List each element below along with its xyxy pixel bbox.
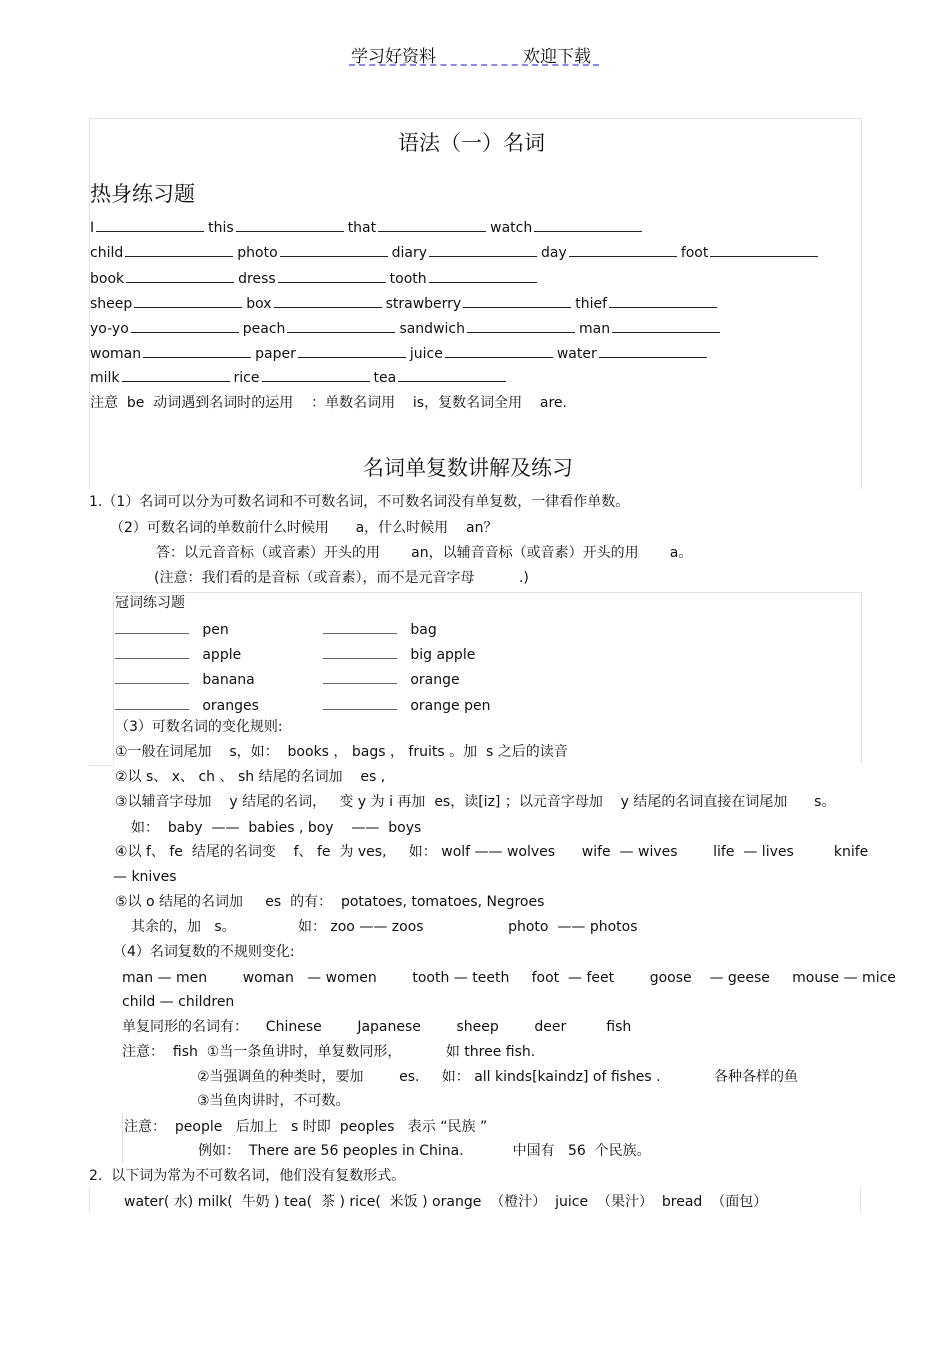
fill-blank[interactable] <box>115 644 189 659</box>
fill-blank[interactable] <box>429 244 537 257</box>
fill-blank[interactable] <box>467 320 575 333</box>
article-item <box>323 619 437 639</box>
warmup-word: child <box>90 245 124 261</box>
fill-blank[interactable] <box>96 219 204 232</box>
fill-blank[interactable] <box>287 320 395 333</box>
irregular-line: child — children <box>122 994 235 1010</box>
article-word: big apple <box>397 647 476 663</box>
warmup-word: foot <box>680 245 709 261</box>
fill-blank[interactable] <box>125 244 233 257</box>
article-item <box>323 669 460 689</box>
fill-blank[interactable] <box>612 320 720 333</box>
page-title: 语法（一）名词 <box>398 131 545 155</box>
rule-line: ③以辅音字母加 y 结尾的名词， 变 y 为 i 再加 es，读[iz] ；以元音字母加 y 结尾的名词直接在词尾加 s。 <box>115 794 836 810</box>
fill-blank[interactable] <box>126 270 234 283</box>
fill-blank[interactable] <box>236 219 344 232</box>
fill-blank[interactable] <box>534 219 642 232</box>
fill-blank[interactable] <box>131 320 239 333</box>
rule-line: — knives <box>113 869 177 885</box>
warmup-word: that <box>347 220 377 236</box>
article-heading: 冠词练习题 <box>115 595 185 611</box>
p1-line: 1.（1）名词可以分为可数名词和不可数名词，不可数名词没有单复数，一律看作单数。 <box>89 494 630 510</box>
rule-line: ⑤以 o 结尾的名词加 es 的有： potatoes, tomatoes, Negroes <box>115 894 545 910</box>
article-item <box>115 695 259 715</box>
fill-blank[interactable] <box>323 695 397 710</box>
warmup-word: strawberry <box>385 296 462 312</box>
section-title: 名词单复数讲解及练习 <box>363 456 573 480</box>
p1-line: 答：以元音音标（或音素）开头的用 an，以辅音音标（或音素）开头的用 a。 <box>156 545 693 561</box>
warmup-word: yo-yo <box>90 321 129 337</box>
rule-line: 如： baby —— babies , boy —— boys <box>131 820 422 836</box>
irregular-line: ③当鱼肉讲时，不可数。 <box>197 1093 350 1109</box>
article-word: orange <box>397 672 460 688</box>
article-item <box>115 669 255 689</box>
fill-blank[interactable] <box>298 345 406 358</box>
fill-blank[interactable] <box>599 345 707 358</box>
warmup-word: peach <box>242 321 286 337</box>
divider <box>860 1187 861 1213</box>
warmup-row <box>90 270 541 288</box>
fill-blank[interactable] <box>378 219 486 232</box>
fill-blank[interactable] <box>323 619 397 634</box>
article-word: oranges <box>189 698 259 714</box>
rules-heading: （3）可数名词的变化规则: <box>115 719 283 735</box>
rule-line: ①一般在词尾加 s，如： books ， bags ， fruits 。加 s 之后的读音 <box>115 744 568 760</box>
warmup-row <box>90 244 822 262</box>
warmup-word: tooth <box>389 271 427 287</box>
warmup-word: sandwich <box>399 321 465 337</box>
article-word: banana <box>189 672 255 688</box>
fill-blank[interactable] <box>569 244 677 257</box>
warmup-word: juice <box>409 346 443 362</box>
fill-blank[interactable] <box>115 619 189 634</box>
p2-line: water( 水) milk( 牛奶 ) tea( 茶 ) rice( 米饭 ) orange （橙汁） juice （果汁） bread （面包） <box>124 1194 768 1210</box>
warmup-word: diary <box>391 245 428 261</box>
fill-blank[interactable] <box>115 695 189 710</box>
fill-blank[interactable] <box>445 345 553 358</box>
warmup-word: sheep <box>90 296 133 312</box>
warmup-row <box>90 295 721 313</box>
article-word: orange pen <box>397 698 491 714</box>
article-word: bag <box>397 622 437 638</box>
fill-blank[interactable] <box>710 244 818 257</box>
warmup-note: 注意 be 动词遇到名词时的运用 ：单数名词用 is，复数名词全用 are. <box>90 395 567 411</box>
warmup-word: tea <box>373 370 397 386</box>
p1-line: （2）可数名词的单数前什么时候用 a，什么时候用 an？ <box>110 520 498 536</box>
article-word: pen <box>189 622 229 638</box>
fill-blank[interactable] <box>463 295 571 308</box>
warmup-word: woman <box>90 346 142 362</box>
fill-blank[interactable] <box>280 244 388 257</box>
fill-blank[interactable] <box>429 270 537 283</box>
divider <box>89 1187 90 1213</box>
rule-line: ②以 s、 x、 ch 、 sh 结尾的名词加 es , <box>115 769 386 785</box>
warmup-word: I <box>90 220 95 236</box>
divider <box>89 765 114 766</box>
irregular-line: 例如： There are 56 peoples in China. 中国有 56 个民族。 <box>198 1143 651 1159</box>
fill-blank[interactable] <box>143 345 251 358</box>
article-item <box>323 695 490 715</box>
irregular-line: 注意： fish ①当一条鱼讲时，单复数同形， 如 three fish. <box>122 1044 536 1060</box>
article-item <box>115 619 229 639</box>
p1-line: (注意：我们看的是音标（或音素），而不是元音字母 .) <box>154 570 529 586</box>
warmup-row <box>90 369 510 387</box>
warmup-word: watch <box>490 220 533 236</box>
warmup-row <box>90 345 711 363</box>
page-header <box>349 42 599 66</box>
fill-blank[interactable] <box>609 295 717 308</box>
warmup-word: this <box>208 220 234 236</box>
warmup-heading: 热身练习题 <box>90 182 195 206</box>
irregular-line: ②当强调鱼的种类时，要加 es. 如： all kinds[kaindz] of fishes . 各种各样的鱼 <box>197 1069 799 1085</box>
irregular-line: 注意： people 后加上 s 时即 peoples 表示 “民族 ” <box>124 1119 488 1135</box>
warmup-word: book <box>90 271 125 287</box>
fill-blank[interactable] <box>134 295 242 308</box>
rule-line: ④以 f、 fe 结尾的名词变 f、 fe 为 ves, 如： wolf —— wolves wife — wives life — lives knife <box>115 844 869 860</box>
warmup-word: thief <box>575 296 608 312</box>
warmup-word: photo <box>237 245 278 261</box>
fill-blank[interactable] <box>122 369 230 382</box>
warmup-word: milk <box>90 370 120 386</box>
fill-blank[interactable] <box>323 669 397 684</box>
warmup-word: water <box>556 346 597 362</box>
irregular-line: man — men woman — women tooth — teeth foot — feet goose — geese mouse — mice <box>122 970 896 986</box>
warmup-word: day <box>541 245 567 261</box>
warmup-word: dress <box>238 271 276 287</box>
fill-blank[interactable] <box>115 669 189 684</box>
p2-line: 2. 以下词为常为不可数名词，他们没有复数形式。 <box>89 1168 406 1184</box>
fill-blank[interactable] <box>323 644 397 659</box>
warmup-row <box>90 320 724 338</box>
warmup-row <box>90 219 646 237</box>
fill-blank[interactable] <box>398 369 506 382</box>
rule-line: 其余的，加 s。 如： zoo —— zoos photo —— photos <box>131 919 638 935</box>
warmup-word: paper <box>255 346 296 362</box>
warmup-word: rice <box>233 370 260 386</box>
warmup-word: box <box>246 296 272 312</box>
warmup-word: man <box>578 321 611 337</box>
fill-blank[interactable] <box>274 295 382 308</box>
fill-blank[interactable] <box>262 369 370 382</box>
fill-blank[interactable] <box>278 270 386 283</box>
header-left: 学习好资料 <box>351 47 436 67</box>
divider <box>122 1113 123 1163</box>
article-item <box>115 644 241 664</box>
article-item <box>323 644 475 664</box>
header-right: 欢迎下载 <box>523 47 591 67</box>
irregular-line: 单复同形的名词有： Chinese Japanese sheep deer fish <box>122 1019 632 1035</box>
article-word: apple <box>189 647 242 663</box>
irregular-heading: （4）名词复数的不规则变化: <box>113 944 295 960</box>
